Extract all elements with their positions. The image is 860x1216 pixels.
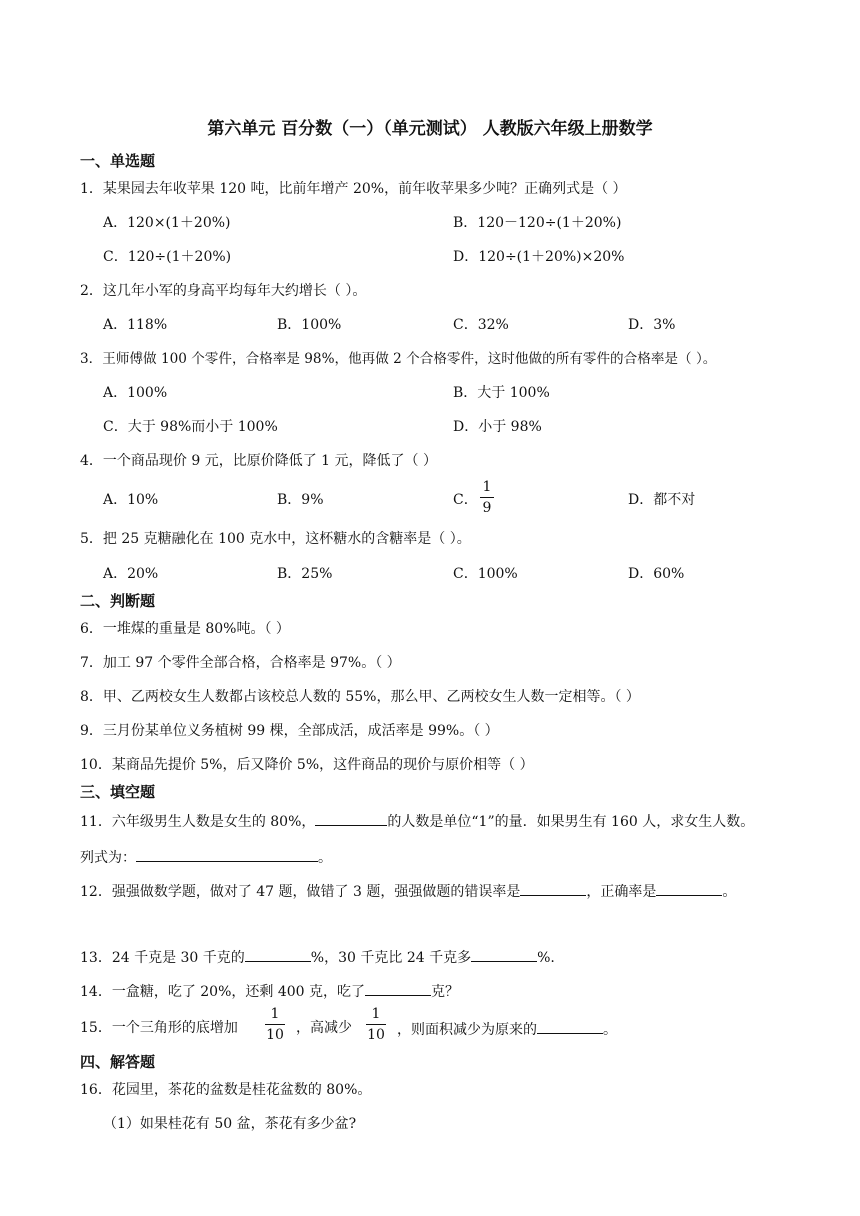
question-4-option-a[interactable]: A．10% bbox=[103, 492, 159, 508]
question-13-text-a: 13．24 千克是 30 千克的 bbox=[80, 950, 245, 966]
question-3-option-a[interactable]: A．100% bbox=[103, 385, 168, 401]
question-4-option-b[interactable]: B．9% bbox=[277, 492, 324, 508]
question-12-text-b: ，正确率是 bbox=[586, 884, 657, 900]
question-15-line-end bbox=[397, 1019, 617, 1039]
question-2-option-b[interactable]: B．100% bbox=[277, 317, 342, 333]
question-16-stem: 16．花园里，茶花的盆数是桂花盆数的 80%。 bbox=[80, 1082, 372, 1098]
answer-blank[interactable] bbox=[520, 881, 586, 896]
question-10: 10．某商品先提价 5%，后又降价 5%，这件商品的现价与原价相等（ ） bbox=[80, 757, 534, 773]
question-7: 7．加工 97 个零件全部合格，合格率是 97%。（ ） bbox=[80, 655, 401, 671]
question-4-stem: 4．一个商品现价 9 元，比原价降低了 1 元，降低了（ ） bbox=[80, 453, 437, 469]
answer-blank[interactable] bbox=[365, 981, 431, 996]
fraction-bar bbox=[366, 1024, 386, 1025]
question-13 bbox=[80, 947, 555, 967]
question-4-option-c-label[interactable]: C． bbox=[453, 492, 478, 508]
question-5-option-d[interactable]: D．60% bbox=[628, 566, 685, 582]
question-2-option-a[interactable]: A．118% bbox=[103, 317, 168, 333]
question-12-text-a: 12．强强做数学题，做对了 47 题，做错了 3 题，强强做题的错误率是 bbox=[80, 884, 521, 900]
question-11-formula-label: 列式为： bbox=[80, 850, 136, 866]
question-3-option-c[interactable]: C．大于 98%而小于 100% bbox=[103, 419, 278, 435]
question-12 bbox=[80, 881, 736, 901]
question-4-option-c-fraction bbox=[480, 479, 494, 516]
fraction-numerator: 1 bbox=[371, 1006, 381, 1022]
question-4-option-d[interactable]: D．都不对 bbox=[628, 492, 696, 508]
fraction-denominator: 9 bbox=[482, 500, 492, 516]
question-8: 8．甲、乙两校女生人数都占该校总人数的 55%，那么甲、乙两校女生人数一定相等。（ ） bbox=[80, 689, 640, 705]
question-15-text-d: 。 bbox=[603, 1022, 617, 1038]
answer-blank[interactable] bbox=[656, 881, 722, 896]
question-9: 9．三月份某单位义务植树 99 棵，全部成活，成活率是 99%。（ ） bbox=[80, 723, 499, 739]
fraction-numerator: 1 bbox=[270, 1006, 280, 1022]
question-5-option-c[interactable]: C．100% bbox=[453, 566, 518, 582]
section-heading-problem-solving: 四、解答题 bbox=[80, 1053, 156, 1071]
question-15-fraction-1 bbox=[265, 1006, 285, 1043]
question-12-text-c: 。 bbox=[722, 884, 737, 900]
question-14 bbox=[80, 981, 459, 1001]
question-15-text-a: 15．一个三角形的底增加 bbox=[80, 1020, 238, 1036]
question-13-text-c: %. bbox=[537, 950, 555, 966]
page-title: 第六单元 百分数（一）（单元测试） 人教版六年级上册数学 bbox=[207, 119, 653, 139]
question-2-option-c[interactable]: C．32% bbox=[453, 317, 509, 333]
question-13-text-b: %，30 千克比 24 千克多 bbox=[310, 950, 472, 966]
question-2-stem: 2．这几年小军的身高平均每年大约增长（ ）。 bbox=[80, 283, 367, 299]
question-1-option-d[interactable]: D．120÷(1＋20%)×20% bbox=[453, 249, 625, 265]
answer-blank[interactable] bbox=[471, 947, 537, 962]
section-heading-true-false: 二、判断题 bbox=[80, 592, 156, 610]
question-1-option-c[interactable]: C．120÷(1＋20%) bbox=[103, 249, 232, 265]
question-3-stem: 3．王师傅做 100 个零件，合格率是 98%，他再做 2 个合格零件，这时他做的所有零件的合格率是（ ）。 bbox=[80, 351, 717, 367]
question-3-option-d[interactable]: D．小于 98% bbox=[453, 419, 542, 435]
answer-blank[interactable] bbox=[315, 811, 387, 826]
question-3-option-b[interactable]: B．大于 100% bbox=[453, 385, 550, 401]
question-16-sub-1: （1）如果桂花有 50 盆，茶花有多少盆? bbox=[103, 1116, 357, 1132]
answer-blank[interactable] bbox=[245, 947, 311, 962]
question-6: 6．一堆煤的重量是 80%吨。（ ） bbox=[80, 621, 290, 637]
fraction-bar bbox=[480, 497, 494, 498]
question-1-option-a[interactable]: A．120×(1＋20%) bbox=[103, 215, 231, 231]
section-heading-fill-in: 三、填空题 bbox=[80, 783, 156, 801]
question-11-line-2 bbox=[80, 847, 332, 867]
question-14-text-a: 14．一盒糖，吃了 20%，还剩 400 克，吃了 bbox=[80, 984, 366, 1000]
answer-blank[interactable] bbox=[537, 1019, 603, 1034]
fraction-denominator: 10 bbox=[266, 1027, 284, 1043]
section-heading-single-choice: 一、单选题 bbox=[80, 152, 156, 170]
question-2-option-d[interactable]: D．3% bbox=[628, 317, 676, 333]
question-1-option-b[interactable]: B．120－120÷(1＋20%) bbox=[453, 215, 622, 231]
question-5-stem: 5．把 25 克糖融化在 100 克水中，这杯糖水的含糖率是（ ）。 bbox=[80, 531, 471, 547]
question-11-line-1 bbox=[80, 811, 754, 831]
fraction-numerator: 1 bbox=[482, 479, 492, 495]
question-15-text-c: ，则面积减少为原来的 bbox=[397, 1022, 537, 1038]
question-15-fraction-2 bbox=[366, 1006, 386, 1043]
question-11-text-a: 11．六年级男生人数是女生的 80%， bbox=[80, 814, 316, 830]
fraction-bar bbox=[265, 1024, 285, 1025]
question-1-stem: 1．某果园去年收苹果 120 吨，比前年增产 20%，前年收苹果多少吨？正确列式是（ ） bbox=[80, 181, 627, 197]
question-11-period: 。 bbox=[318, 850, 332, 866]
question-11-text-b: 的人数是单位“1”的量．如果男生有 160 人，求女生人数。 bbox=[387, 814, 755, 830]
question-14-text-b: 克？ bbox=[431, 984, 460, 1000]
fraction-denominator: 10 bbox=[367, 1027, 385, 1043]
question-5-option-b[interactable]: B．25% bbox=[277, 566, 333, 582]
question-15-text-b: ，高减少 bbox=[296, 1020, 352, 1036]
answer-blank[interactable] bbox=[136, 847, 318, 862]
question-5-option-a[interactable]: A．20% bbox=[103, 566, 159, 582]
